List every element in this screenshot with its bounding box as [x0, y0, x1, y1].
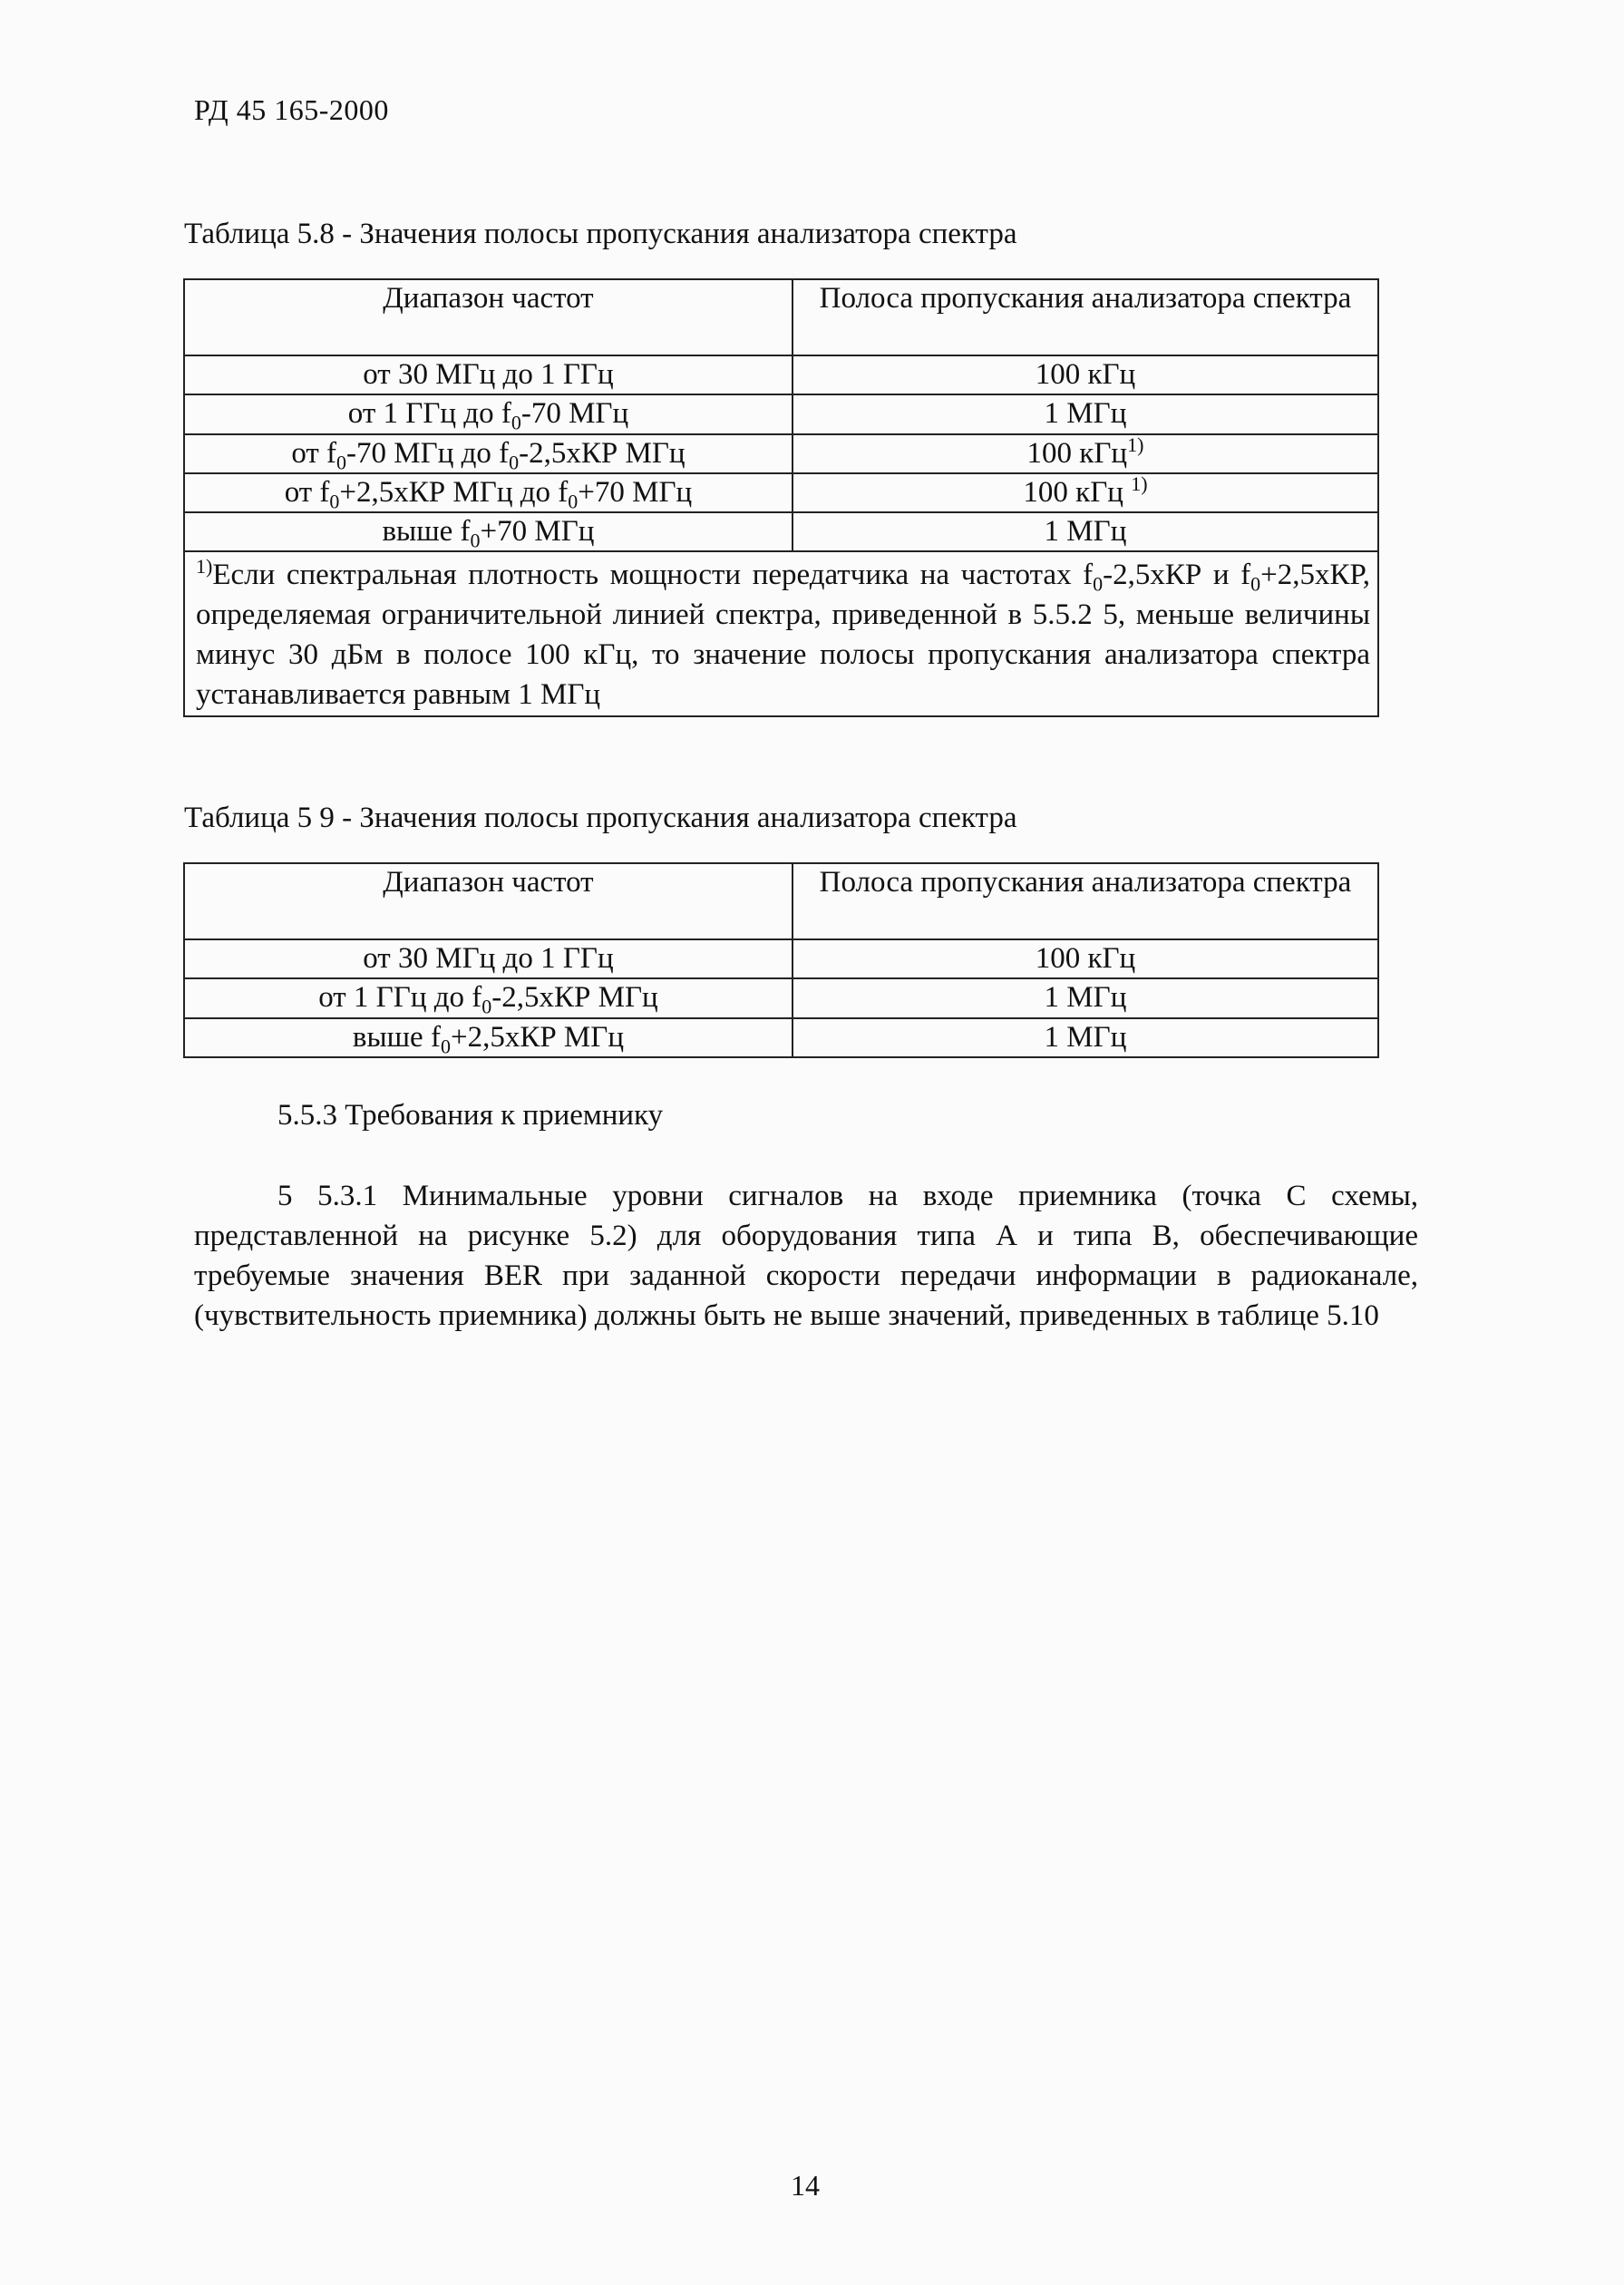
table-5-9 [183, 862, 1379, 1058]
frequency-range-cell: выше $f_0+70$ МГц [184, 512, 793, 551]
table-row [184, 978, 1378, 1017]
frequency-range-cell: от 1 ГГц до $f_0-70$ МГц [184, 394, 793, 433]
section-heading: 5.5.3 Требования к приемнику [277, 1099, 664, 1132]
document-code: РД 45 165-2000 [194, 93, 389, 126]
header-bandwidth: Полоса пропускания анализатора спектра [793, 279, 1378, 355]
table-row [184, 512, 1378, 551]
footnote-mark: 1) [196, 555, 213, 579]
bandwidth-cell: 1 МГц [793, 394, 1378, 433]
frequency-range-cell: от 30 МГц до 1 ГГц [184, 355, 793, 394]
bandwidth-cell: 1 МГц [793, 1018, 1378, 1057]
table-5-8 [183, 278, 1379, 717]
table-footnote: $^{1)}$Если спектральная плотность мощности передатчика на частотах $f_0-2,5хКР$ и $f_0+2,5хКР$, определяемая ограничительной линией спектра, приведенной в 5.5.2 5, меньше величины минус 30 дБм в полосе 100 кГц, то значение полосы пропускания анализатора спектра устанавливается равным 1 МГц [184, 551, 1378, 716]
header-frequency-range: Диапазон частот [184, 863, 793, 939]
bandwidth-cell: 100 кГц [793, 355, 1378, 394]
table-footnote-row [184, 551, 1378, 716]
table-header-row [184, 863, 1378, 939]
bandwidth-cell: 100 кГц$^{1)}$ [793, 434, 1378, 473]
header-bandwidth: Полоса пропускания анализатора спектра [793, 863, 1378, 939]
bandwidth-cell: 1 МГц [793, 978, 1378, 1017]
table-row [184, 355, 1378, 394]
frequency-range-cell: от $f_0-70$ МГц до $f_0-2,5хКР$ МГц [184, 434, 793, 473]
frequency-range-cell: от 1 ГГц до $f_0-2,5хКР$ МГц [184, 978, 793, 1017]
page-number: 14 [791, 2169, 820, 2202]
bandwidth-cell: 100 кГц $^{1)}$ [793, 473, 1378, 512]
table-5-8-caption: Таблица 5.8 - Значения полосы пропускания анализатора спектра [184, 218, 1017, 250]
bandwidth-cell: 1 МГц [793, 512, 1378, 551]
footnote-mark: 1) [1131, 472, 1148, 495]
table-5-9-caption: Таблица 5 9 - Значения полосы пропускания анализатора спектра [184, 802, 1017, 834]
table-row [184, 1018, 1378, 1057]
frequency-range-cell: выше $f_0+2,5хКР$ МГц [184, 1018, 793, 1057]
table-row [184, 939, 1378, 978]
header-frequency-range: Диапазон частот [184, 279, 793, 355]
table-row [184, 394, 1378, 433]
frequency-range-cell: от 30 МГц до 1 ГГц [184, 939, 793, 978]
frequency-range-cell: от $f_0+2,5хКР$ МГц до $f_0+70$ МГц [184, 473, 793, 512]
table-header-row [184, 279, 1378, 355]
table-row [184, 434, 1378, 473]
table-row [184, 473, 1378, 512]
footnote-mark: 1) [1127, 433, 1144, 456]
bandwidth-cell: 100 кГц [793, 939, 1378, 978]
body-paragraph: 5 5.3.1 Минимальные уровни сигналов на входе приемника (точка С схемы, представленной на рисунке 5.2) для оборудования типа А и типа В, обеспечивающие требуемые значения BER при заданной скорости передачи информации в радиоканале, (чувствительность приемника) должны быть не выше значений, приведенных в таблице 5.10 [194, 1180, 1418, 1332]
